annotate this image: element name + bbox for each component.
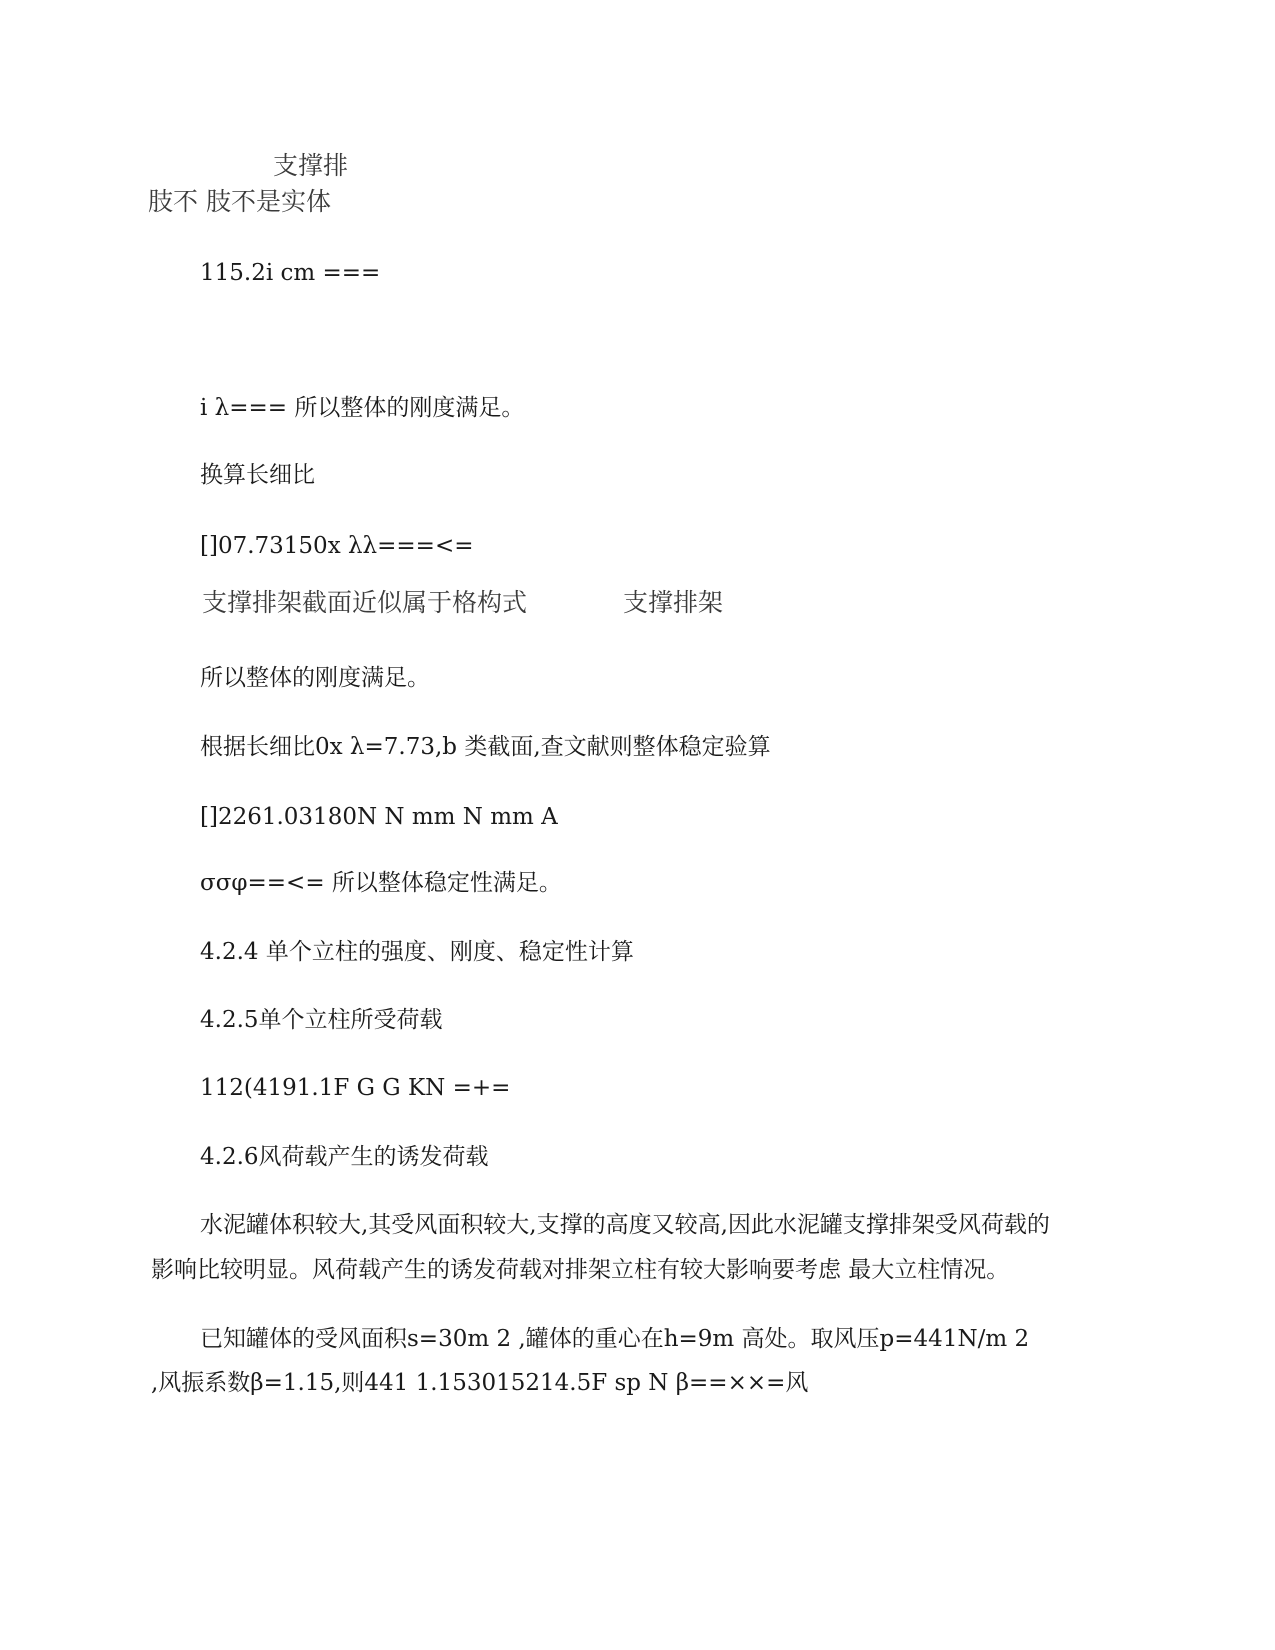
- stability-conclusion: σσφ==<= 所以整体稳定性满足。: [200, 870, 562, 896]
- scanned-fragment-top: [148, 146, 358, 218]
- wind-paragraph-line1: 水泥罐体积较大,其受风面积较大,支撑的高度又较高,因此水泥罐支撑排架受风荷载的: [200, 1212, 1050, 1238]
- heading-converted-slenderness: 换算长细比: [200, 462, 315, 488]
- fragment-top-line2: 肢不 肢不是实体: [148, 187, 331, 216]
- wind-data-line1: 已知罐体的受风面积s=30m 2 ,罐体的重心在h=9m 高处。取风压p=441N/m 2: [200, 1326, 1030, 1352]
- stiffness-conclusion: 所以整体的刚度满足。: [200, 665, 430, 691]
- formula-converted-slenderness: []07.73150x λλ===<=: [200, 533, 474, 559]
- stability-check-intro: 根据长细比0x λ=7.73,b 类截面,查文献则整体稳定验算: [200, 734, 771, 760]
- fragment-mid-left: 支撑排架截面近似属于格构式: [202, 588, 528, 617]
- section-4-2-6-heading: 4.2.6风荷载产生的诱发荷载: [200, 1144, 489, 1170]
- formula-column-load: 112(4191.1F G G KN =+=: [200, 1075, 511, 1101]
- formula-slenderness: i λ=== 所以整体的刚度满足。: [200, 395, 525, 421]
- wind-data-line2: ,风振系数β=1.15,则441 1.153015214.5F sp N β==××=风: [151, 1370, 809, 1396]
- fragment-mid-right: 支撑排架: [623, 588, 724, 617]
- formula-stability: []2261.03180N N mm N mm A: [200, 804, 558, 830]
- section-4-2-5-heading: 4.2.5单个立柱所受荷载: [200, 1007, 443, 1033]
- formula-radius: 115.2i cm ===: [200, 260, 381, 286]
- section-4-2-4-heading: 4.2.4 单个立柱的强度、刚度、稳定性计算: [200, 939, 634, 965]
- fragment-top-line1: 支撑排: [273, 151, 349, 180]
- wind-paragraph-line2: 影响比较明显。风荷载产生的诱发荷载对排架立柱有较大影响要考虑 最大立柱情况。: [151, 1257, 1010, 1283]
- scanned-fragment-mid: [150, 583, 750, 625]
